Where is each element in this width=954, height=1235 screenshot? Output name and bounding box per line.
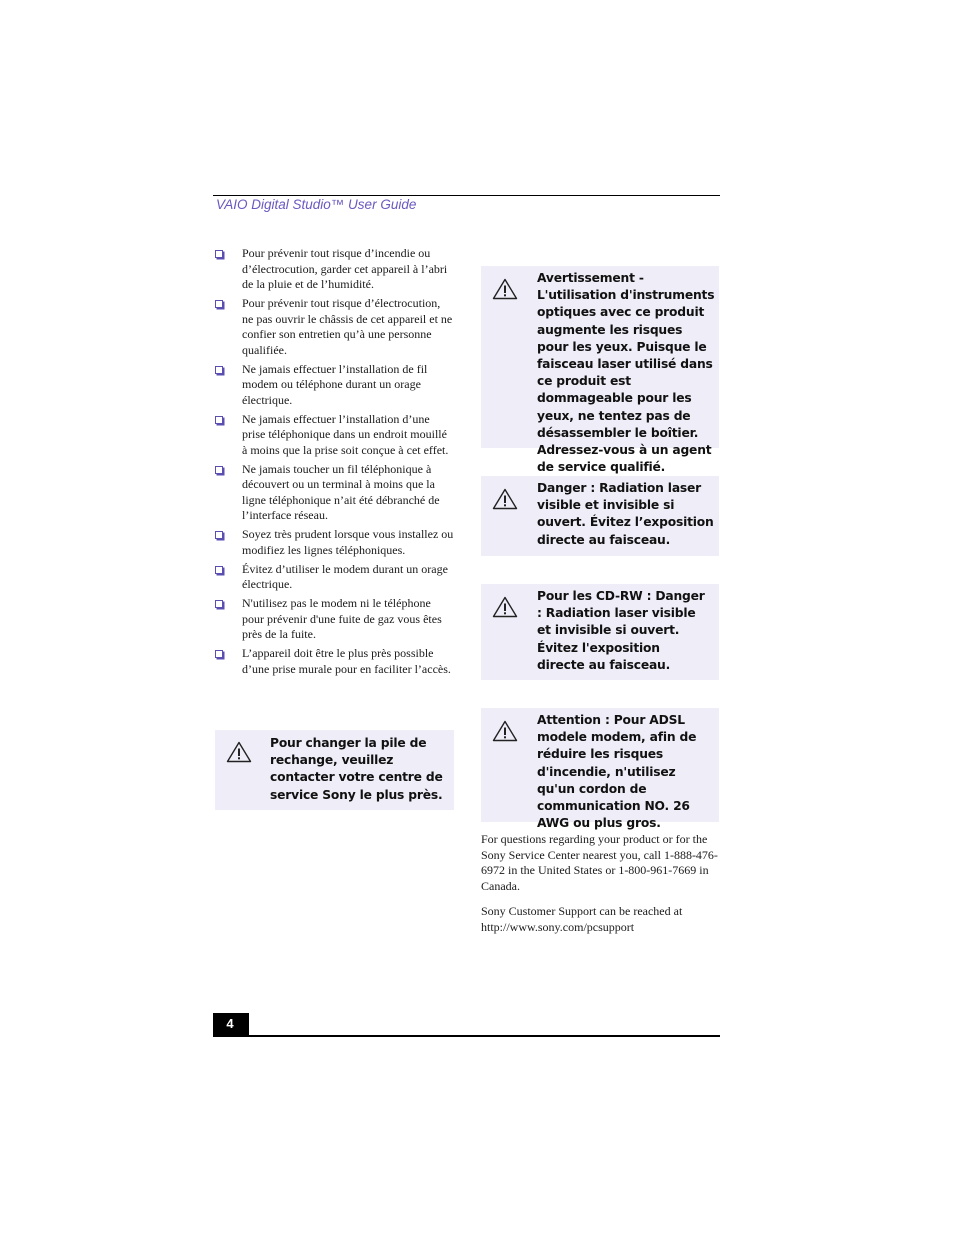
list-item [214,646,454,677]
warning-triangle-icon [492,596,518,618]
bullet-box-icon [215,250,223,258]
bullet-text: Pour prévenir tout risque d’incendie ou d’électrocution, garder cet appareil à l’abri de la pluie et de l’humidité. [242,246,448,291]
warning-triangle-icon [492,278,518,300]
bullet-text: Évitez d’utiliser le modem durant un orage électrique. [242,561,448,591]
support-web-paragraph: Sony Customer Support can be reached at http://www.sony.com/pcsupport [481,904,683,934]
list-item [214,462,454,524]
warning-text: Pour les CD-RW : Danger : Radiation laser visible et invisible si ouvert. Évitez l'exposition directe au faisceau. [537,589,705,672]
bullet-box-icon [215,566,223,574]
footer-rule [213,1035,720,1037]
adsl-warning-box [481,708,719,831]
bullet-text: L’appareil doit être le plus près possible d’une prise murale pour en faciliter l’accès. [242,646,451,676]
list-item [214,246,454,293]
cdrw-warning-box [481,584,719,680]
bullet-box-icon [215,300,223,308]
laser-optics-warning-box [481,266,719,475]
page-number-box [213,1013,249,1037]
list-item [214,412,454,459]
warning-text: Pour changer la pile de rechange, veuillez contacter votre centre de service Sony le plus près. [270,736,443,802]
bullet-box-icon [215,650,223,658]
battery-warning-box [215,730,454,810]
warning-text: Danger : Radiation laser visible et invisible si ouvert. Évitez l’exposition directe au faisceau. [537,481,714,547]
list-item [214,562,454,593]
list-item [214,596,454,643]
bullet-text: Soyez très prudent lorsque vous installez ou modifiez les lignes téléphoniques. [242,527,454,557]
list-item [214,527,454,558]
page-number: 4 [226,1016,234,1031]
warning-text: Avertissement - L'utilisation d'instruments optiques avec ce produit augmente les risques pour les yeux. Puisque le faisceau laser utilisé dans ce produit est dommageable pour les yeux, ne tentez pas de désassembler le boîtier. Adressez-vous à un agent de service qualifié. [537,271,715,475]
list-item [214,296,454,358]
warning-text: Attention : Pour ADSL modele modem, afin de réduire les risques d'incendie, n'utilisez qu'un cordon de communication NO. 26 AWG ou plus gros. [537,713,697,831]
bullet-box-icon [215,416,223,424]
bullet-text: N'utilisez pas le modem ni le téléphone pour prévenir d'une fuite de gaz vous êtes près de la fuite. [242,596,442,641]
guide-title: VAIO Digital Studio™ User Guide [216,197,417,212]
warning-triangle-icon [492,720,518,742]
safety-bullet-list [214,246,454,681]
bullet-box-icon [215,600,223,608]
list-item [214,362,454,409]
bullet-text: Ne jamais effectuer l’installation de fil modem ou téléphone durant un orage électrique. [242,361,428,407]
bullet-text: Pour prévenir tout risque d’électrocution, ne pas ouvrir le châssis de cet appareil et ne confier son entretien qu’à une personne qualifiée. [242,296,453,357]
bullet-text: Ne jamais toucher un fil téléphonique à découvert ou un terminal à moins que la ligne téléphonique n’ait été débranché de l’interface réseau. [242,461,440,522]
laser-radiation-warning-box [481,476,719,556]
warning-triangle-icon [226,741,252,763]
bullet-box-icon [215,466,223,474]
support-phone-paragraph: For questions regarding your product or for the Sony Service Center nearest you, call 1-888-476-6972 in the United States or 1-800-961-7669 in Canada. [481,832,718,893]
bullet-box-icon [215,531,223,539]
bullet-text: Ne jamais effectuer l’installation d’une prise téléphonique dans un endroit mouillé à moins que la prise soit conçue à cet effet. [242,411,449,457]
warning-triangle-icon [492,488,518,510]
header-rule [213,195,720,196]
bullet-box-icon [215,366,223,374]
